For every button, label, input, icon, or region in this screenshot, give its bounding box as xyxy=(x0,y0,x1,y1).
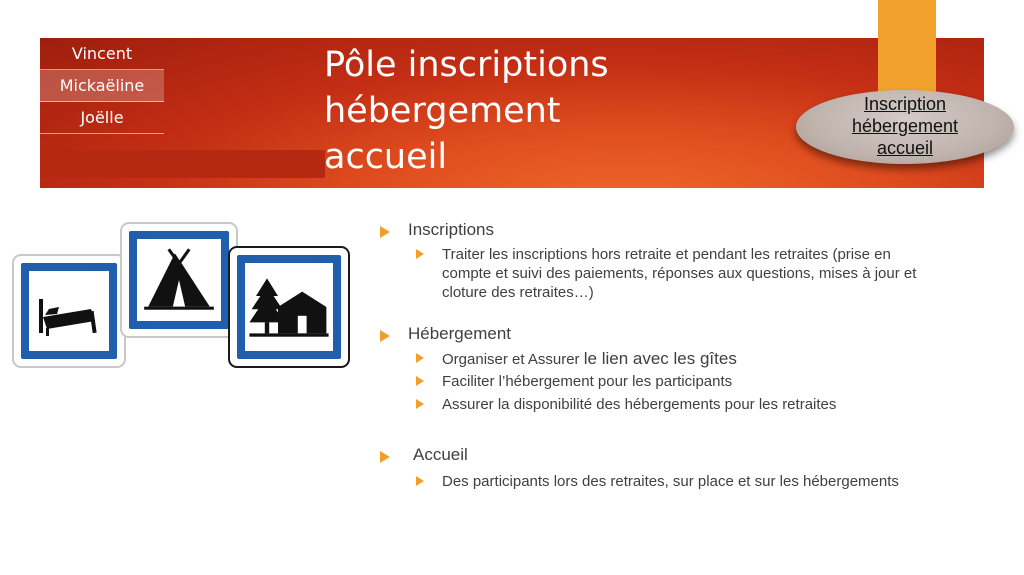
list-item-text xyxy=(442,349,936,369)
house-sign xyxy=(230,248,348,366)
section-heading: Inscriptions xyxy=(408,220,494,239)
badge-line2: hébergement xyxy=(851,116,959,136)
list-item-text: Des participants lors des retraites, sur place et sur les hébergements xyxy=(442,473,899,490)
bullet-arrow-icon xyxy=(416,353,424,363)
bullet-arrow-icon xyxy=(416,476,424,486)
list-item xyxy=(416,372,936,391)
team-name-mickaeline: Mickaëline xyxy=(40,70,164,102)
list-item-text: Faciliter l’hébergement pour les participants xyxy=(442,373,733,390)
list-item xyxy=(416,245,936,302)
slide-title-line3: accueil xyxy=(324,137,448,177)
team-names-list xyxy=(40,38,164,134)
team-name-joelle: Joëlle xyxy=(40,102,164,134)
bullet-arrow-icon xyxy=(380,330,390,342)
list-item-text: Assurer la disponibilité des hébergements pour les retraites xyxy=(442,396,837,413)
bullet-arrow-icon xyxy=(416,376,424,386)
bullet-arrow-icon xyxy=(416,399,424,409)
section-badge[interactable] xyxy=(796,90,1014,164)
tent-sign xyxy=(122,224,236,336)
list-item-prefix: Organiser et Assurer xyxy=(442,351,584,368)
list-item-text: Traiter les inscriptions hors retraite et pendant les retraites (prise en compte et suivi des paiements, réponses aux questions, mises à jour et cloture des retraites…) xyxy=(442,246,917,301)
orange-accent-bar xyxy=(878,0,936,96)
bullet-arrow-icon xyxy=(416,249,424,259)
list-item-emphasis: le lien avec les gîtes xyxy=(583,349,737,368)
list-item xyxy=(416,349,936,369)
bed-sign xyxy=(14,256,124,366)
team-name-vincent: Vincent xyxy=(40,38,164,70)
list-item xyxy=(416,472,936,491)
house-trees-icon xyxy=(245,263,333,351)
section-heading: Hébergement xyxy=(408,324,512,343)
tent-icon xyxy=(137,239,221,321)
section-heading: Accueil xyxy=(413,445,468,464)
bed-icon xyxy=(29,271,109,351)
badge-line3: accueil xyxy=(876,138,934,158)
badge-line1: Inscription xyxy=(863,94,947,114)
banner-tail xyxy=(40,150,325,178)
slide-title xyxy=(324,42,609,180)
slide-title-line2: hébergement xyxy=(324,91,561,131)
slide-title-line1: Pôle inscriptions xyxy=(324,45,609,85)
bullet-arrow-icon xyxy=(380,226,390,238)
list-item xyxy=(416,395,936,414)
bullet-arrow-icon xyxy=(380,451,390,463)
